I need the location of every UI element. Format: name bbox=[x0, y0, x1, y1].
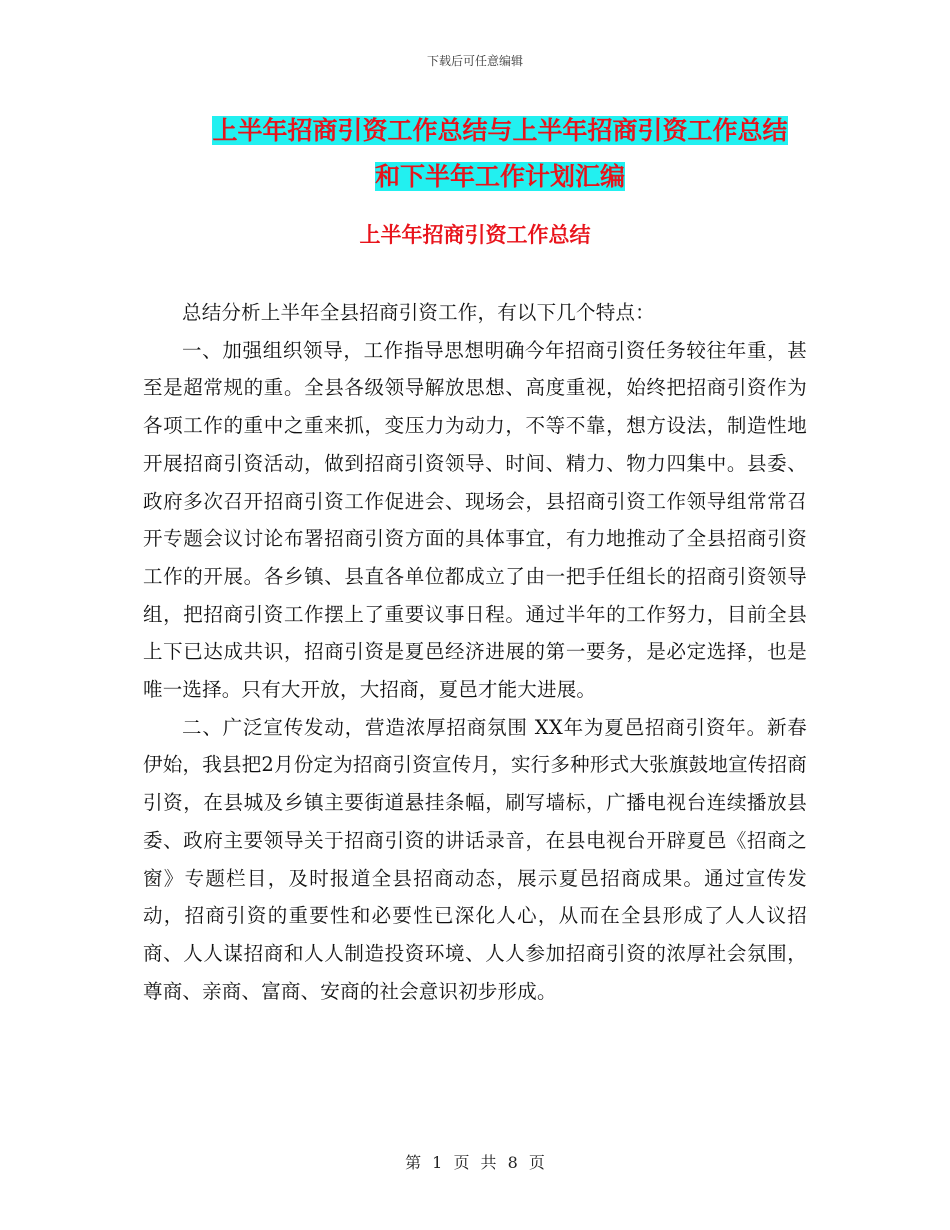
document-title-line2: 和下半年工作计划汇编 bbox=[374, 162, 625, 191]
paragraph-publicity: 二、广泛宣传发动，营造浓厚招商氛围 XX年为夏邑招商引资年。新春伊始，我县把2月份定为招商引资宣传月，实行多种形式大张旗鼓地宣传招商引资，在县城及乡镇主要街道悬挂条幅，刷写墙标，广播电视台连续播放县委、政府主要领导关于招商引资的讲话录音，在县电视台开辟夏邑《招商之窗》专题栏目，及时报道全县招商动态，展示夏邑招商成果。通过宣传发动，招商引资的重要性和必要性已深化人心，从而在全县形成了人人议招商、人人谋招商和人人制造投资环境、人人参加招商引资的浓厚社会氛围，尊商、亲商、富商、安商的社会意识初步形成。 bbox=[143, 715, 807, 1003]
page-footer: 第 1 页 共 8 页 bbox=[405, 1153, 545, 1172]
document-title-line1: 上半年招商引资工作总结与上半年招商引资工作总结 bbox=[212, 116, 788, 145]
body-text bbox=[143, 294, 807, 1010]
document-title bbox=[140, 108, 860, 200]
section-title: 上半年招商引资工作总结 bbox=[359, 223, 591, 247]
paragraph-intro: 总结分析上半年全县招商引资工作，有以下几个特点： bbox=[182, 301, 655, 324]
paragraph-organization-leadership: 一、加强组织领导，工作指导思想明确今年招商引资任务较往年重，甚至是超常规的重。全县各级领导解放思想、高度重视，始终把招商引资作为各项工作的重中之重来抓，变压力为动力，不等不靠，想方设法，制造性地开展招商引资活动，做到招商引资领导、时间、精力、物力四集中。县委、政府多次召开招商引资工作促进会、现场会，县招商引资工作领导组常常召开专题会议讨论布署招商引资方面的具体事宜，有力地推动了全县招商引资工作的开展。各乡镇、县直各单位都成立了由一把手任组长的招商引资领导组，把招商引资工作摆上了重要议事日程。通过半年的工作努力，目前全县上下已达成共识，招商引资是夏邑经济进展的第一要务，是必定选择，也是唯一选择。只有大开放，大招商，夏邑才能大进展。 bbox=[143, 338, 807, 702]
header-note: 下载后可任意编辑 bbox=[426, 54, 523, 68]
